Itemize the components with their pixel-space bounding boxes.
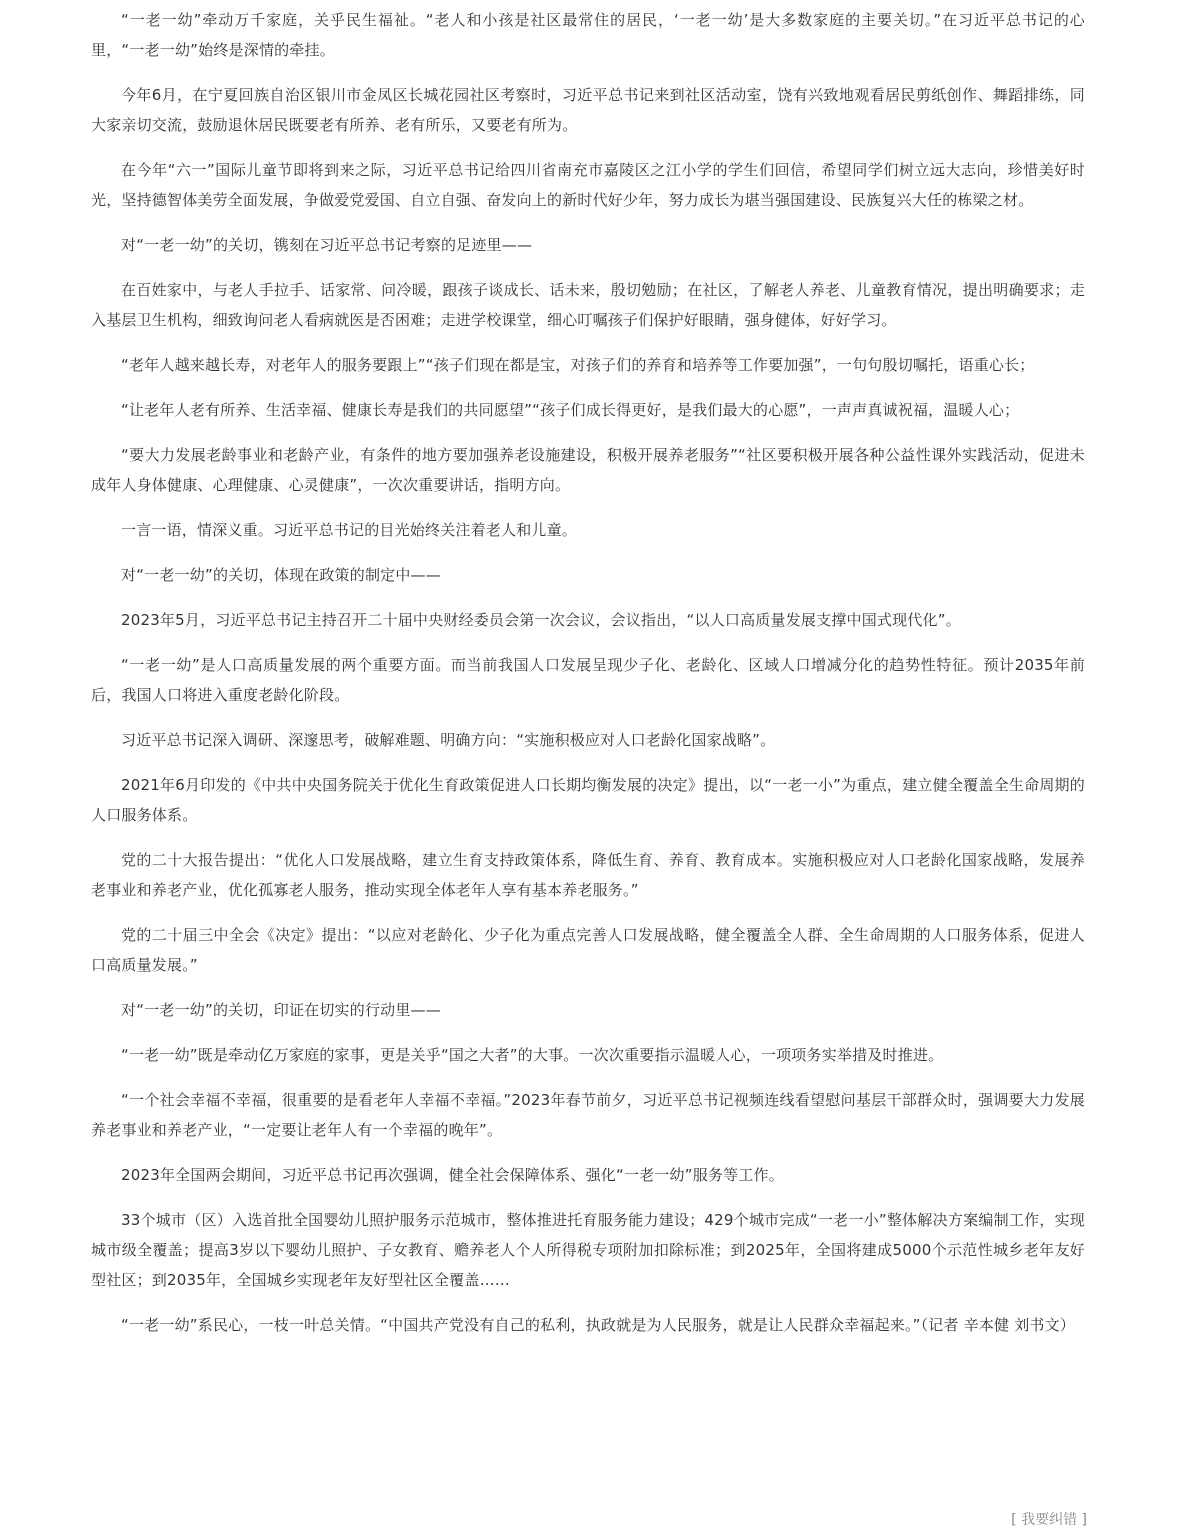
section-lead-paragraph: 对“一老一幼”的关切，体现在政策的制定中—— — [121, 566, 441, 584]
article-paragraph: “一老一幼”既是牵动亿万家庭的家事，更是关乎“国之大者”的大事。一次次重要指示温暖人心，一项项务实举措及时推进。 — [121, 1046, 944, 1064]
article-paragraph: 2023年全国两会期间，习近平总书记再次强调，健全社会保障体系、强化“一老一幼”服务等工作。 — [121, 1166, 784, 1184]
article-paragraph: “让老年人老有所养、生活幸福、健康长寿是我们的共同愿望”“孩子们成长得更好，是我们最大的心愿”，一声声真诚祝福，温暖人心； — [121, 401, 1020, 419]
article-paragraph: 在今年“六一”国际儿童节即将到来之际，习近平总书记给四川省南充市嘉陵区之江小学的学生们回信，希望同学们树立远大志向，珍惜美好时光，坚持德智体美劳全面发展，争做爱党爱国、自立自强、奋发向上的新时代好少年，努力成长为堪当强国建设、民族复兴大任的栋梁之材。 — [91, 161, 1085, 209]
report-error-link[interactable]: [ 我要纠错 ] — [1011, 1512, 1087, 1528]
section-lead-paragraph: 对“一老一幼”的关切，印证在切实的行动里—— — [121, 1001, 441, 1019]
article-body — [91, 5, 1085, 1355]
section-lead-paragraph: 对“一老一幼”的关切，镌刻在习近平总书记考察的足迹里—— — [121, 236, 533, 254]
article-paragraph: 今年6月，在宁夏回族自治区银川市金凤区长城花园社区考察时，习近平总书记来到社区活动室，饶有兴致地观看居民剪纸创作、舞蹈排练，同大家亲切交流，鼓励退休居民既要老有所养、老有所乐，又要老有所为。 — [91, 86, 1085, 134]
article-paragraph: “老年人越来越长寿，对老年人的服务要跟上”“孩子们现在都是宝，对孩子们的养育和培养等工作要加强”，一句句殷切嘱托，语重心长； — [121, 356, 1035, 374]
article-paragraph: 一言一语，情深义重。习近平总书记的目光始终关注着老人和儿童。 — [121, 521, 578, 539]
article-paragraph: 2023年5月，习近平总书记主持召开二十届中央财经委员会第一次会议，会议指出，“以人口高质量发展支撑中国式现代化”。 — [121, 611, 961, 629]
article-paragraph: “一老一幼”是人口高质量发展的两个重要方面。而当前我国人口发展呈现少子化、老龄化、区域人口增减分化的趋势性特征。预计2035年前后，我国人口将进入重度老龄化阶段。 — [91, 656, 1085, 704]
article-paragraph: 习近平总书记深入调研、深邃思考，破解难题、明确方向：“实施积极应对人口老龄化国家战略”。 — [121, 731, 776, 749]
article-paragraph: 在百姓家中，与老人手拉手、话家常、问冷暖，跟孩子谈成长、话未来，殷切勉励；在社区，了解老人养老、儿童教育情况，提出明确要求；走入基层卫生机构，细致询问老人看病就医是否困难；走进学校课堂，细心叮嘱孩子们保护好眼睛，强身健体，好好学习。 — [91, 281, 1085, 329]
article-paragraph: 党的二十届三中全会《决定》提出：“以应对老龄化、少子化为重点完善人口发展战略，健全覆盖全人群、全生命周期的人口服务体系，促进人口高质量发展。” — [91, 926, 1085, 974]
article-paragraph: 党的二十大报告提出：“优化人口发展战略，建立生育支持政策体系，降低生育、养育、教育成本。实施积极应对人口老龄化国家战略，发展养老事业和养老产业，优化孤寡老人服务，推动实现全体老年人享有基本养老服务。” — [91, 851, 1085, 899]
article-paragraph: “一个社会幸福不幸福，很重要的是看老年人幸福不幸福。”2023年春节前夕，习近平总书记视频连线看望慰问基层干部群众时，强调要大力发展养老事业和养老产业，“一定要让老年人有一个幸福的晚年”。 — [91, 1091, 1085, 1139]
article-paragraph: “一老一幼”系民心，一枝一叶总关情。“中国共产党没有自己的私利，执政就是为人民服务，就是让人民群众幸福起来。”（记者 辛本健 刘书文） — [121, 1316, 1076, 1334]
article-paragraph: 2021年6月印发的《中共中央国务院关于优化生育政策促进人口长期均衡发展的决定》提出，以“一老一小”为重点，建立健全覆盖全生命周期的人口服务体系。 — [91, 776, 1085, 824]
article-paragraph: “要大力发展老龄事业和老龄产业，有条件的地方要加强养老设施建设，积极开展养老服务”“社区要积极开展各种公益性课外实践活动，促进未成年人身体健康、心理健康、心灵健康”，一次次重要讲话，指明方向。 — [91, 446, 1085, 494]
article-paragraph: 33个城市（区）入选首批全国婴幼儿照护服务示范城市，整体推进托育服务能力建设；429个城市完成“一老一小”整体解决方案编制工作，实现城市级全覆盖；提高3岁以下婴幼儿照护、子女教育、赡养老人个人所得税专项附加扣除标准；到2025年，全国将建成5000个示范性城乡老年友好型社区；到2035年，全国城乡实现老年友好型社区全覆盖…… — [91, 1211, 1085, 1289]
article-paragraph: “一老一幼”牵动万千家庭，关乎民生福祉。“老人和小孩是社区最常住的居民，‘一老一幼’是大多数家庭的主要关切。”在习近平总书记的心里，“一老一幼”始终是深情的牵挂。 — [91, 11, 1085, 59]
